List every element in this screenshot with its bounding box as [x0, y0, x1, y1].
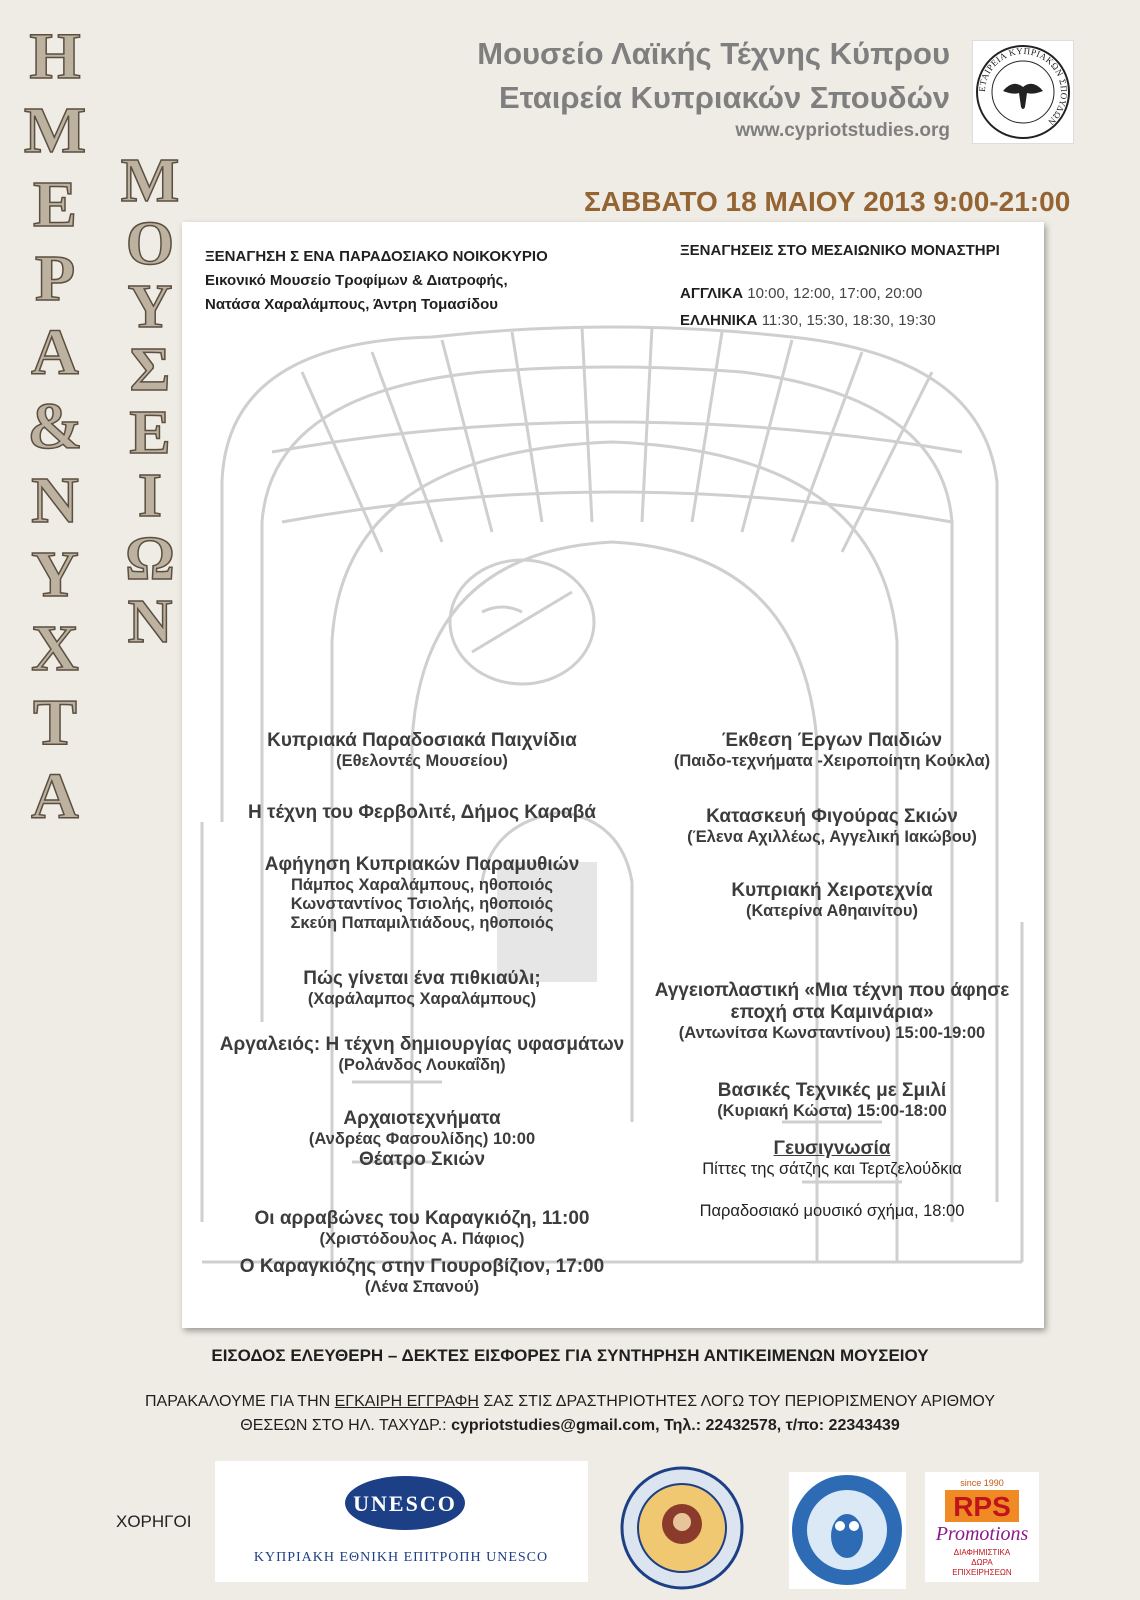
- vertical-title-letter: Ν: [127, 588, 173, 656]
- vertical-title-letter: Χ: [31, 612, 79, 685]
- tour-greek-label: ΕΛΛΗΝΙΚΑ: [680, 312, 758, 329]
- vertical-title-letter: Υ: [31, 538, 79, 611]
- activity-traditional-games: Κυπριακά Παραδοσιακά Παιχνίδια (Εθελοντές Μουσείου): [267, 730, 577, 770]
- tour-greek-row: [680, 312, 936, 329]
- activity-karagiozis-engagement: Οι αρραβώνες του Καραγκιόζη, 11:00 (Χριστόδουλος Α. Πάφιος): [254, 1208, 590, 1248]
- vertical-title-letter: Μ: [23, 94, 87, 167]
- tour-monastery-title: ΞΕΝΑΓΗΣΕΙΣ ΣΤΟ ΜΕΣΑΙΩΝΙΚΟ ΜΟΝΑΣΤΗΡΙ: [680, 242, 1000, 259]
- vertical-title-letter: Α: [31, 760, 79, 833]
- vertical-title-letter: Ο: [125, 210, 175, 278]
- activity-pithkiavli: Πώς γίνεται ένα πιθκιαύλι; (Χαράλαμπος Χαραλάμπους): [303, 968, 541, 1008]
- rps-since-text: since 1990: [960, 1478, 1004, 1488]
- website-link[interactable]: www.cypriotstudies.org: [735, 120, 950, 141]
- vertical-title-letter: Ε: [32, 168, 78, 241]
- sponsor-owl-society-logo: [789, 1472, 906, 1589]
- activity-shadow-figure: Κατασκευή Φιγούρας Σκιών (Έλενα Αχιλλέως, Αγγελική Ιακώβου): [687, 806, 977, 846]
- activity-handicraft: Κυπριακή Χειροτεχνία (Κατερίνα Αθηαινίτου): [731, 880, 933, 920]
- vertical-title-letter: &: [27, 390, 83, 463]
- activity-loom: Αργαλειός: Η τέχνη δημιουργίας υφασμάτων (Ρολάνδος Λουκαΐδη): [219, 1034, 625, 1074]
- activity-antiquities: Αρχαιοτεχνήματα (Ανδρέας Φασουλίδης) 10:00 Θέατρο Σκιών: [308, 1108, 536, 1170]
- vertical-title-letter: Ω: [125, 525, 175, 593]
- activity-fervolite: Η τέχνη του Φερβολιτέ, Δήμος Καραβά: [248, 802, 596, 823]
- org-society-name: Εταιρεία Κυπριακών Σπουδών: [499, 80, 950, 115]
- vertical-title-letter: Ρ: [34, 242, 76, 315]
- vertical-title-letter: Ι: [137, 462, 163, 530]
- registration-line2: ΘΕΣΕΩΝ ΣΤΟ ΗΛ. ΤΑΧΥΔΡ.: cypriotstudies@gmail.com, Τηλ.: 22432578, τ/πο: 22343439: [240, 1417, 900, 1434]
- sponsor-holy-bishopric-logo: [617, 1466, 747, 1590]
- vertical-title-letter: Ν: [31, 464, 79, 537]
- logo-ring-text: ΕΤΑΙΡΕΙΑ ΚΥΠΡΙΑΚΩΝ ΣΠΟΥΔΩΝ: [976, 45, 1070, 128]
- rps-name-text: RPS: [953, 1491, 1011, 1522]
- unesco-emblem-text: UNESCO: [353, 1491, 457, 1516]
- sponsor-rps-promotions-logo: [925, 1472, 1039, 1582]
- registration-notice: [0, 1390, 1140, 1438]
- rps-tag-line3: ΕΠΙΧΕΙΡΗΣΕΩΝ: [952, 1568, 1012, 1577]
- program-card: [182, 222, 1044, 1328]
- activity-chisel: Βασικές Τεχνικές με Σμιλί (Κυριακή Κώστα) 15:00-18:00: [717, 1080, 947, 1120]
- activity-storytelling: Αφήγηση Κυπριακών Παραμυθιών Πάμπος Χαραλάμπους, ηθοποιός Κωνσταντίνος Τσιολής, ηθοποιός Σκεύη Παπαμιλτιάδους, ηθοποιός: [264, 854, 580, 932]
- rps-tag-line2: ΔΩΡΑ: [971, 1558, 993, 1567]
- tour-english-label: ΑΓΓΛΙΚΑ: [680, 285, 744, 302]
- vertical-title-letter: Α: [31, 316, 79, 389]
- tour-english-row: [680, 285, 922, 302]
- sponsor-unesco-logo: [215, 1461, 588, 1582]
- event-date: ΣΑΒΒΑΤΟ 18 ΜΑΙΟΥ 2013 9:00-21:00: [584, 186, 1071, 217]
- tour-household-line3: Νατάσα Χαραλάμπους, Άντρη Τομασίδου: [205, 296, 498, 313]
- free-entry-notice: ΕΙΣΟΔΟΣ ΕΛΕΥΘΕΡΗ – ΔΕΚΤΕΣ ΕΙΣΦΟΡΕΣ ΓΙΑ ΣΥΝΤΗΡΗΣΗ ΑΝΤΙΚΕΙΜΕΝΩΝ ΜΟΥΣΕΙΟΥ: [211, 1346, 929, 1365]
- vertical-title-letter: Σ: [129, 336, 171, 404]
- registration-line1: ΠΑΡΑΚΑΛΟΥΜΕ ΓΙΑ ΤΗΝ ΕΓΚΑΙΡΗ ΕΓΓΡΑΦΗ ΣΑΣ ΣΤΙΣ ΔΡΑΣΤΗΡΙΟΤΗΤΕΣ ΛΟΓΩ ΤΟΥ ΠΕΡΙΟΡΙΣΜΕΝΟΥ ΑΡΙΘΜΟΥ: [144, 1393, 996, 1410]
- vertical-title-letter: Μ: [120, 147, 180, 215]
- rps-tag-line1: ΔΙΑΦΗΜΙΣΤΙΚΑ: [953, 1548, 1011, 1557]
- vertical-title-imera-nychta: [20, 20, 90, 838]
- activity-music: Παραδοσιακό μουσικό σχήμα, 18:00: [699, 1202, 965, 1220]
- unesco-commission-text: ΚΥΠΡΙΑΚΗ ΕΘΝΙΚΗ ΕΠΙΤΡΟΠΗ UNESCO: [253, 1550, 549, 1565]
- tour-household-title: ΞΕΝΑΓΗΣΗ Σ ΕΝΑ ΠΑΡΑΔΟΣΙΑΚΟ ΝΟΙΚΟΚΥΡΙΟ: [205, 248, 548, 265]
- tour-greek-times: 11:30, 15:30, 18:30, 19:30: [761, 312, 936, 329]
- society-logo: [972, 40, 1074, 144]
- vertical-title-letter: Τ: [32, 686, 78, 759]
- tour-english-times: 10:00, 12:00, 17:00, 20:00: [747, 285, 923, 302]
- vertical-title-mouseion: [118, 147, 182, 656]
- contact-details[interactable]: cypriotstudies@gmail.com, Τηλ.: 22432578, τ/πο: 22343439: [451, 1417, 900, 1434]
- activity-pottery: Αγγειοπλαστική «Μια τέχνη που άφησε εποχή στα Καμινάρια» (Αντωνίτσα Κωνσταντίνου) 15:00-19:00: [654, 980, 1010, 1042]
- tour-household-line2: Εικονικό Μουσείο Τροφίμων & Διατροφής,: [205, 272, 508, 289]
- activity-tasting: Γευσιγνωσία Πίττες της σάτζης και Τερτζελούδκια: [702, 1138, 962, 1178]
- vertical-title-letter: Η: [29, 20, 81, 93]
- org-museum-name: Μουσείο Λαϊκής Τέχνης Κύπρου: [477, 36, 950, 71]
- vertical-title-letter: Ε: [129, 399, 171, 467]
- vertical-title-letter: Υ: [127, 273, 173, 341]
- sponsors-label: ΧΟΡΗΓΟΙ: [116, 1512, 192, 1531]
- rps-promotions-text: Promotions: [935, 1523, 1029, 1545]
- activity-children-works: Έκθεση Έργων Παιδιών (Παιδο-τεχνήματα -Χειροποίητη Κούκλα): [673, 730, 991, 770]
- activity-karagiozis-eurovision: Ο Καραγκιόζης στην Γιουροβίζιον, 17:00 (Λένα Σπανού): [239, 1256, 605, 1296]
